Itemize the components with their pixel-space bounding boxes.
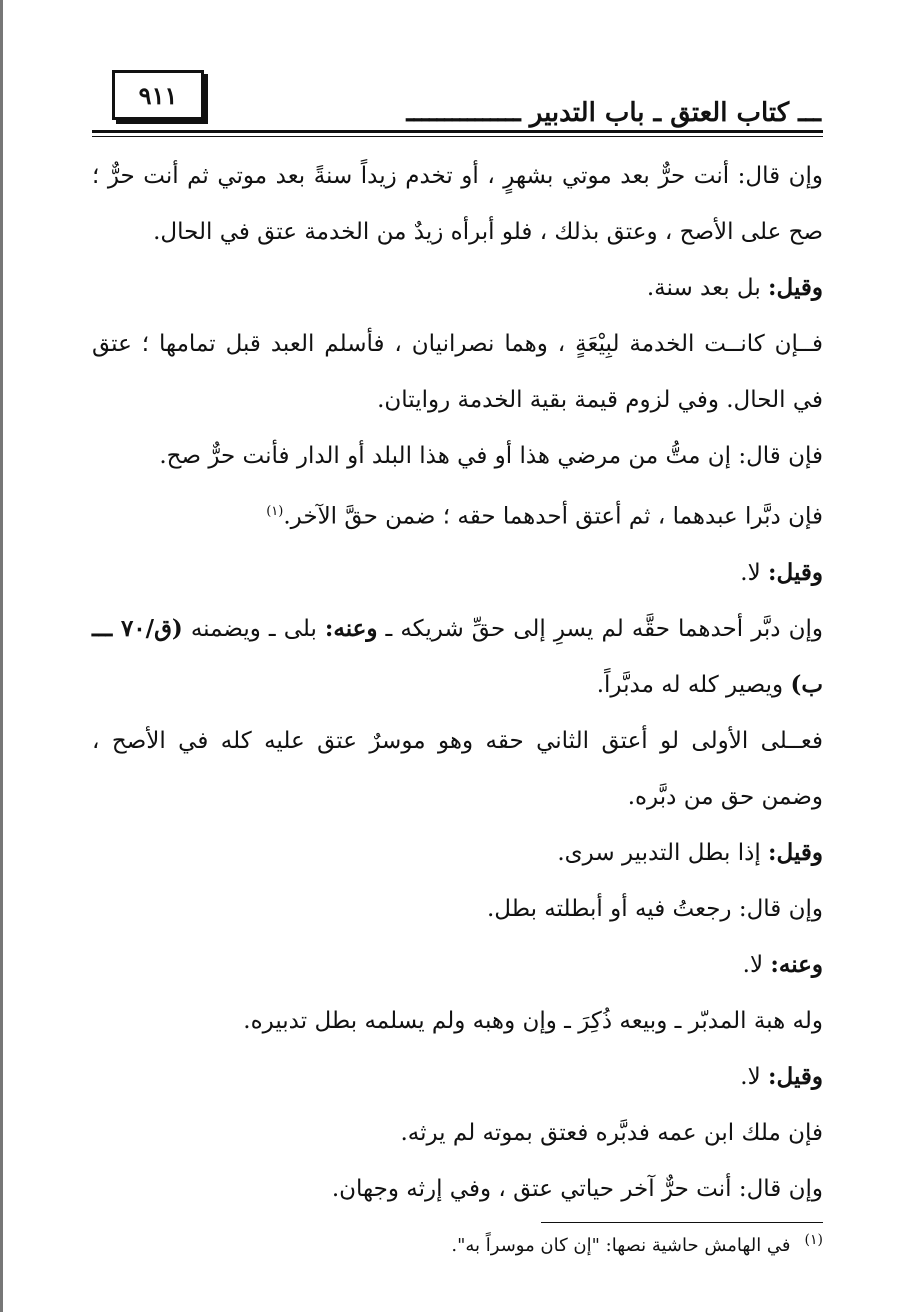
paragraph [92,993,823,1049]
paragraph-text: فإن قال: إن متُّ من مرضي هذا أو في هذا البلد أو الدار فأنت حرٌّ صح. [159,443,823,469]
paragraph-label: وقيل: [768,1062,823,1090]
paragraph [92,316,823,428]
footnote-marker: (١) [804,1232,823,1248]
paragraph-text: إذا بطل التدبير سرى. [557,839,769,866]
paragraph-text: لا. [740,1063,769,1090]
main-text [92,148,823,1217]
paragraph-text: فــإن كانــت الخدمة لبِيْعَةٍ ، وهما نصرانيان ، فأسلم العبد قبل تمامها ؛ عتق في الحال. وفي لزوم قيمة بقية الخدمة روايتان. [92,331,823,413]
paragraph [92,881,823,937]
paragraph-label: وعنه: [324,614,378,642]
page-edge [0,0,3,1312]
paragraph-text: ويصير كله له مدبَّراً. [596,671,791,698]
footnote-text: في الهامش حاشية نصها: "إن كان موسراً به". [451,1235,791,1256]
page-number: ٩١١ [138,80,178,110]
paragraph [92,148,823,260]
paragraph-label: وعنه: [770,950,823,978]
paragraph [92,545,823,601]
paragraph-text: فإن دبَّرا عبدهما ، ثم أعتق أحدهما حقه ؛ ضمن حقَّ الآخر. [283,503,823,530]
paragraph [92,260,823,316]
paragraph-text: فعــلى الأولى لو أعتق الثاني حقه وهو موسرٌ عتق عليه كله في الأصح ، وضمن حق من دبَّره. [92,727,823,810]
footnote-rule [541,1222,823,1223]
paragraph-text: فإن ملك ابن عمه فدبَّره فعتق بموته لم يرثه. [400,1119,823,1146]
paragraph-label: وقيل: [768,274,823,301]
header-rule [92,130,823,137]
paragraph [92,713,823,825]
paragraph [92,601,823,713]
paragraph [92,1049,823,1105]
paragraph-text: لا. [740,559,769,586]
running-header-title: ـــ كتاب العتق ـ باب التدبير ـــــــــــــــ [406,98,821,128]
paragraph-text: وإن قال: أنت حرٌّ بعد موتي بشهرٍ ، أو تخدم زيداً سنةً بعد موتي ثم أنت حرٌّ ؛ صح على الأصح ، وعتق بذلك ، فلو أبرأه زيدٌ من الخدمة عتق في الحال. [92,163,823,245]
paragraph-text: وإن قال: أنت حرٌّ آخر حياتي عتق ، وفي إرثه وجهان. [331,1175,823,1202]
paragraph [92,428,823,484]
paragraph-label: وقيل: [768,558,823,586]
paragraph [92,825,823,881]
paragraph-text: بل بعد سنة. [646,275,769,301]
paragraph [92,484,823,545]
paragraph-text: لا. [742,951,771,978]
paragraph-text: وله هبة المدبّر ـ وبيعه ذُكِرَ ـ وإن وهبه ولم يسلمه بطل تدبيره. [243,1007,823,1034]
paragraph [92,1105,823,1161]
paragraph-text: وإن دبَّر أحدهما حقَّه لم يسرِ إلى حقِّ شريكه ـ [377,615,823,642]
footnote-reference: (١) [266,504,284,519]
manuscript-folio-marker: (ق/٧٠ ـــ ب) [92,614,823,698]
paragraph [92,937,823,993]
page-number-box [112,70,204,120]
paragraph-text: بلى ـ ويضمنه [182,615,325,642]
footnote [451,1232,823,1256]
paragraph [92,1161,823,1217]
paragraph-text: وإن قال: رجعتُ فيه أو أبطلته بطل. [486,895,823,922]
paragraph-label: وقيل: [768,838,823,866]
